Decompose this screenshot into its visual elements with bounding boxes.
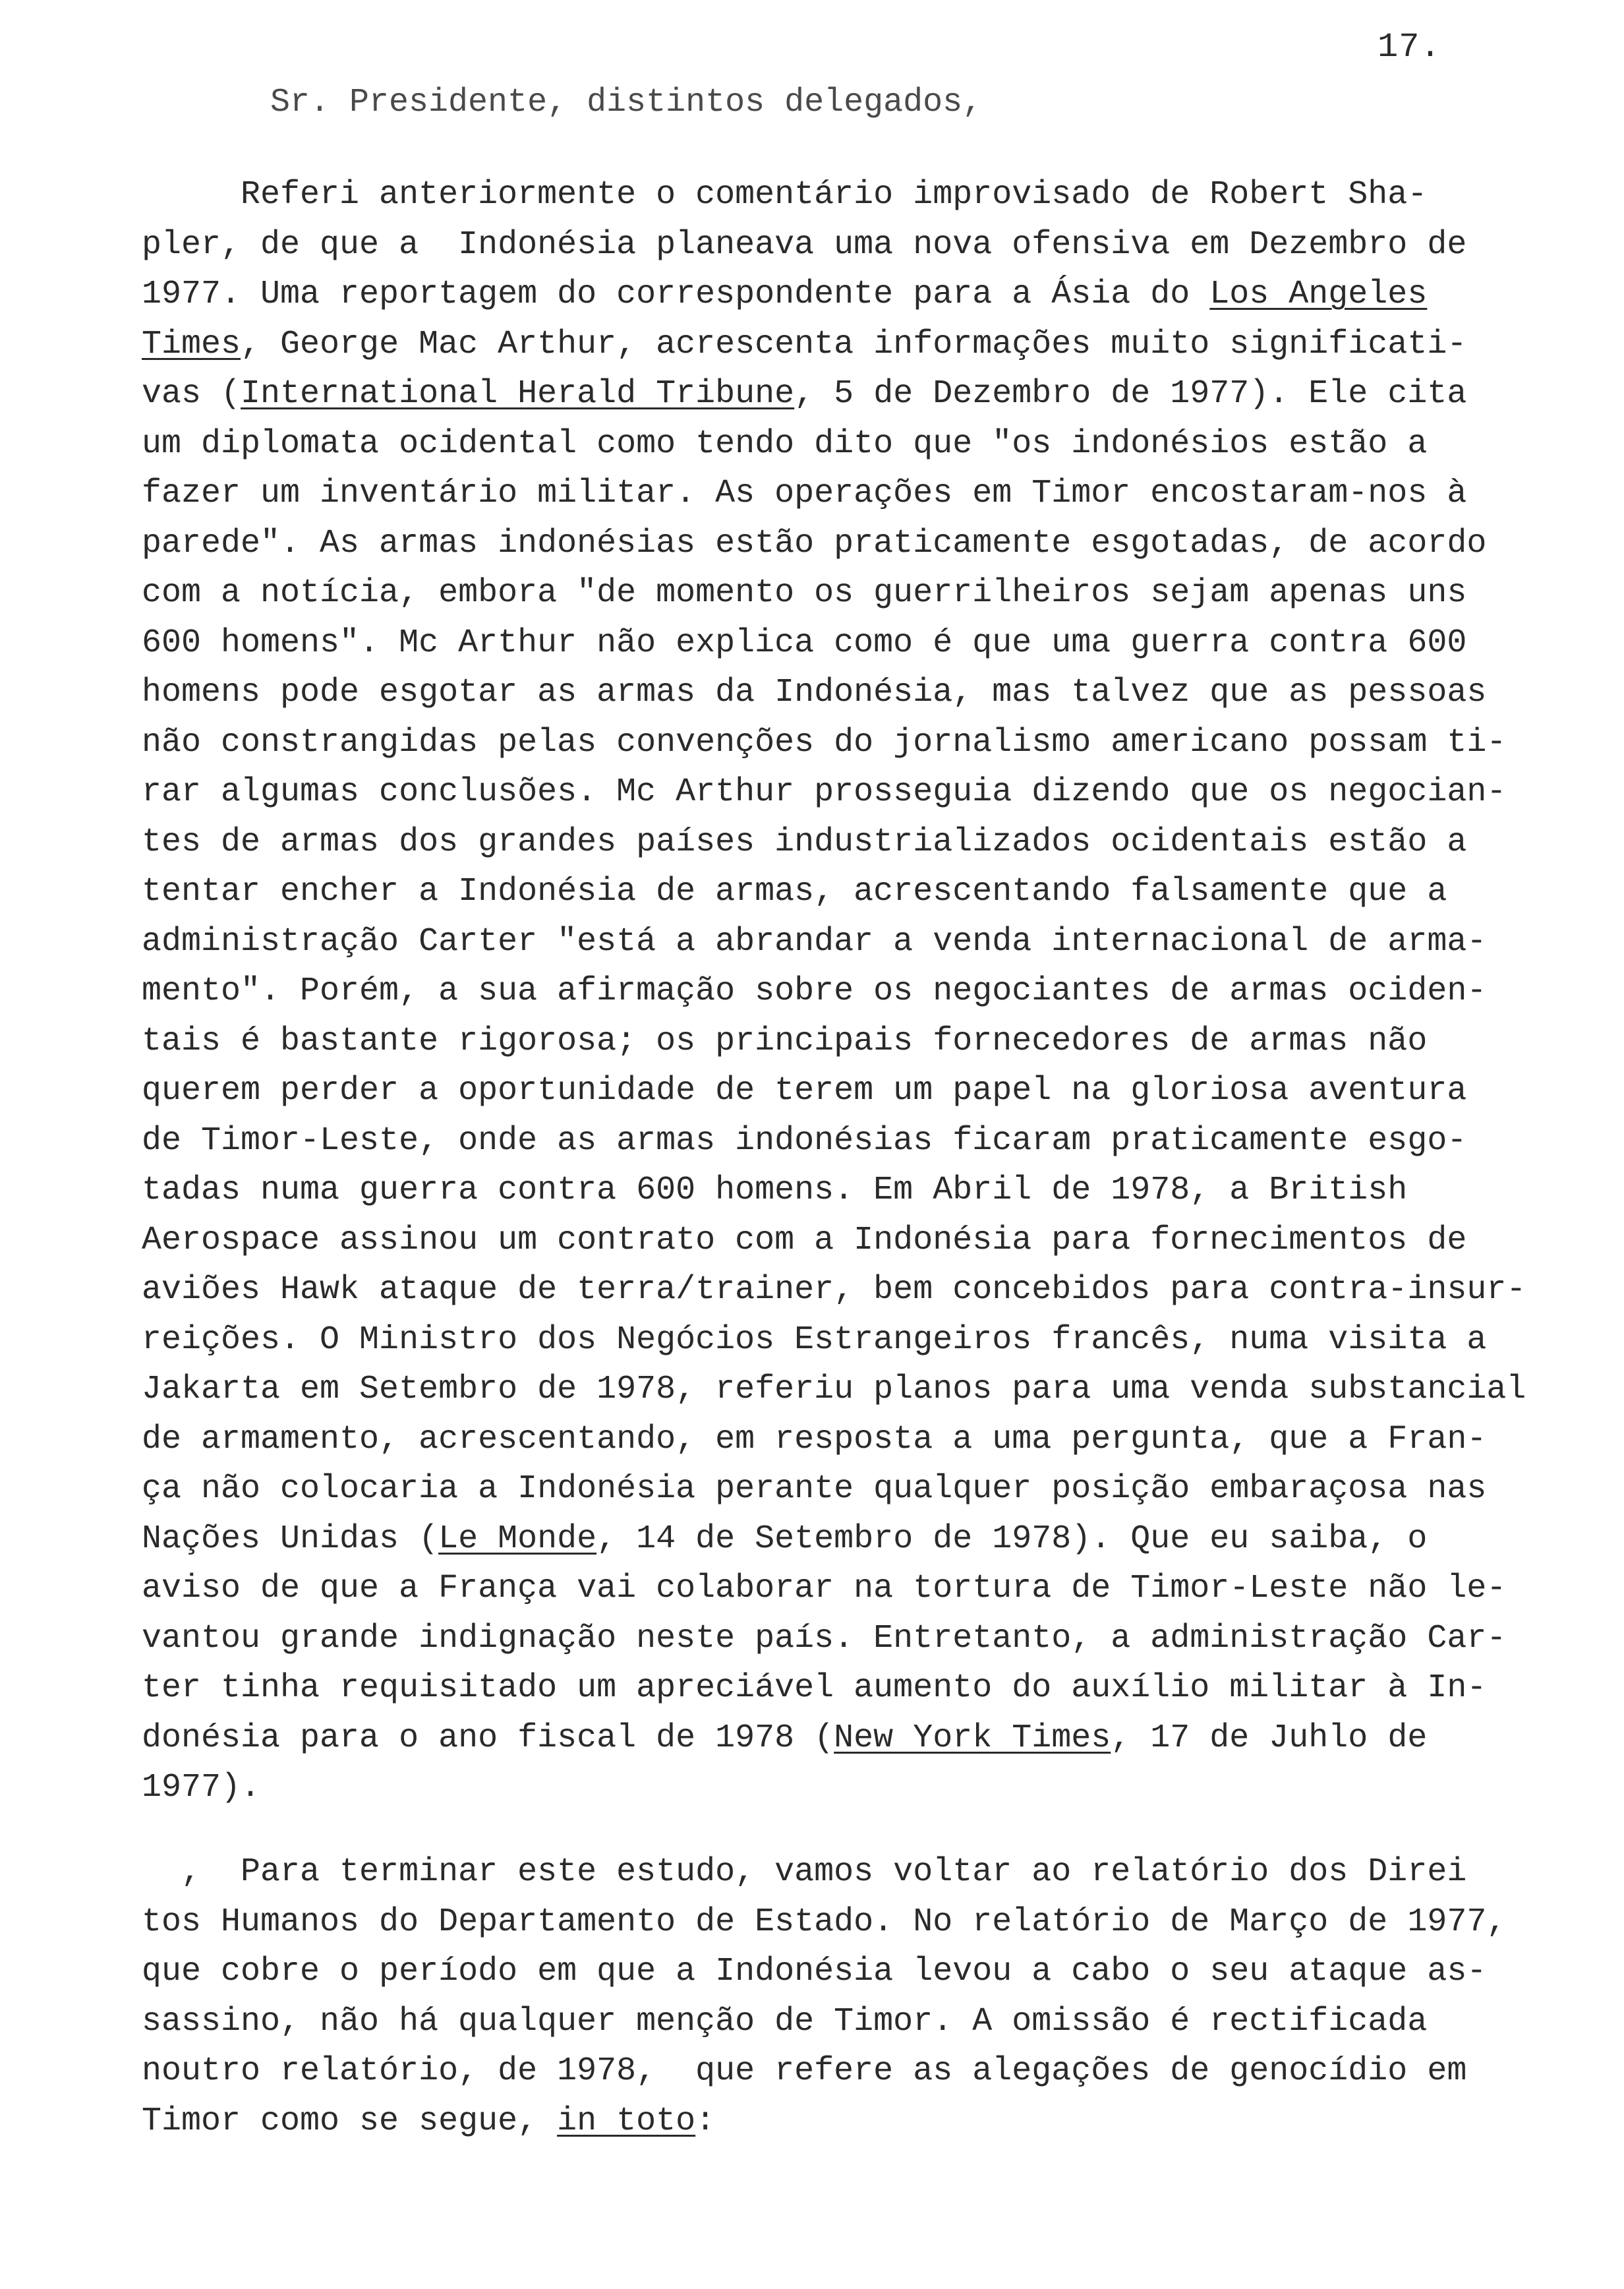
text-run: aviso de que a França vai colaborar na tortura de Timor-Leste não le- [142,1570,1507,1607]
text-run: tadas numa guerra contra 600 homens. Em Abril de 1978, a British [142,1172,1408,1209]
text-run: tais é bastante rigorosa; os principais fornecedores de armas não [142,1022,1428,1060]
page-number: 17. [1378,28,1441,67]
text-run: : [695,2102,716,2140]
text-line [142,1265,1579,1315]
underlined-title: New York Times [834,1719,1111,1757]
text-run: 1977. Uma reportagem do correspondente para a Ásia do [142,276,1210,313]
underlined-title: in toto [557,2102,696,2140]
underlined-title: Times [142,325,241,363]
text-line [142,519,1579,569]
text-run: mento". Porém, a sua afirmação sobre os negociantes de armas ociden- [142,972,1487,1010]
text-line [142,2096,1579,2147]
text-line [142,1947,1579,1997]
text-run: fazer um inventário militar. As operações em Timor encostaram-nos à [142,475,1467,512]
underlined-title: International Herald Tribune [241,375,795,413]
paragraph-body-2 [142,1847,1579,2146]
text-run: tentar encher a Indonésia de armas, acrescentando falsamente que a [142,873,1447,910]
text-run: ter tinha requisitado um apreciável aumento do auxílio militar à In- [142,1669,1487,1707]
text-line [142,419,1579,469]
text-run: tes de armas dos grandes países industrializados ocidentais estão a [142,823,1467,861]
text-line [142,469,1579,519]
text-line [142,867,1579,917]
text-line [142,568,1579,618]
text-line [142,917,1579,967]
text-line [142,1464,1579,1514]
text-run: parede". As armas indonésias estão praticamente esgotadas, de acordo [142,524,1487,562]
text-line [142,966,1579,1017]
text-run: homens pode esgotar as armas da Indonésia, mas talvez que as pessoas [142,674,1487,711]
text-run: 1977). [142,1769,261,1806]
text-line [142,1997,1579,2047]
text-run: sassino, não há qualquer menção de Timor. A omissão é rectificada [142,2002,1428,2040]
text-run: , 14 de Setembro de 1978). Que eu saiba, o [596,1520,1428,1558]
text-run: vas ( [142,375,241,413]
text-run: Jakarta em Setembro de 1978, referiu planos para uma venda substancial [142,1371,1526,1408]
text-run: reições. O Ministro dos Negócios Estrangeiros francês, numa visita a [142,1321,1487,1359]
paragraph-body-1 [142,170,1579,1813]
text-line [142,1066,1579,1116]
text-run: de Timor-Leste, onde as armas indonésias ficaram praticamente esgo- [142,1121,1467,1160]
text-line [142,369,1579,419]
text-line [142,1415,1579,1465]
text-run: , 5 de Dezembro de 1977). Ele cita [794,375,1467,413]
text-line [142,1763,1579,1813]
text-line [142,270,1579,320]
text-line [142,668,1579,718]
salutation-line: Sr. Presidente, distintos delegados, [270,84,983,121]
text-run: de armamento, acrescentando, em resposta a uma pergunta, que a Fran- [142,1420,1487,1458]
text-run: , George Mac Arthur, acrescenta informações muito significati- [241,325,1467,363]
text-run: com a notícia, embora "de momento os guerrilheiros sejam apenas uns [142,574,1467,612]
text-run: querem perder a oportunidade de terem um papel na gloriosa aventura [142,1072,1467,1110]
text-run: noutro relatório, de 1978, que refere as alegações de genocídio em [142,2052,1467,2090]
text-run: pler, de que a Indonésia planeava uma nova ofensiva em Dezembro de [142,225,1467,264]
text-run: administração Carter "está a abrandar a venda internacional de arma- [142,922,1487,961]
text-line [142,2046,1579,2096]
text-run: aviões Hawk ataque de terra/trainer, bem concebidos para contra-insur- [142,1271,1526,1309]
underlined-title: Los Angeles [1209,276,1428,313]
text-line [142,1365,1579,1415]
text-line [142,718,1579,768]
text-line [142,1216,1579,1266]
text-run: Aerospace assinou um contrato com a Indonésia para fornecimentos de [142,1221,1467,1259]
text-run: , Para terminar este estudo, vamos voltar ao relatório dos Direi [142,1853,1467,1891]
text-line [142,618,1579,669]
text-run: um diplomata ocidental como tendo dito que "os indonésios estão a [142,425,1428,463]
text-run: não constrangidas pelas convenções do jornalismo americano possam ti- [142,723,1507,761]
underlined-title: Le Monde [438,1520,597,1558]
text-line [142,1897,1579,1947]
text-run: Referi anteriormente o comentário improvisado de Robert Sha- [142,176,1428,214]
text-run: 600 homens". Mc Arthur não explica como é que uma guerra contra 600 [142,624,1467,662]
text-line [142,1614,1579,1664]
text-run: que cobre o período em que a Indonésia levou a cabo o seu ataque as- [142,1953,1487,1990]
text-line [142,1116,1579,1166]
text-run: donésia para o ano fiscal de 1978 ( [142,1719,834,1757]
text-run: Nações Unidas ( [142,1520,439,1558]
text-line [142,1017,1579,1067]
text-run: ça não colocaria a Indonésia perante qualquer posição embaraçosa nas [142,1470,1487,1508]
text-line [142,818,1579,868]
text-line [142,767,1579,818]
text-line [142,170,1579,220]
text-line [142,320,1579,370]
text-line [142,1315,1579,1365]
text-line [142,220,1579,270]
text-line [142,1514,1579,1564]
text-run: tos Humanos do Departamento de Estado. No relatório de Março de 1977, [142,1903,1507,1941]
text-line [142,1663,1579,1713]
text-line [142,1713,1579,1764]
text-run: rar algumas conclusões. Mc Arthur prosseguia dizendo que os negocian- [142,773,1507,811]
text-run: vantou grande indignação neste país. Entretanto, a administração Car- [142,1619,1507,1657]
text-line [142,1564,1579,1614]
text-line [142,1166,1579,1216]
text-run: Timor como se segue, [142,2102,558,2140]
text-run: , 17 de Juhlo de [1111,1719,1428,1757]
text-line [142,1847,1579,1897]
